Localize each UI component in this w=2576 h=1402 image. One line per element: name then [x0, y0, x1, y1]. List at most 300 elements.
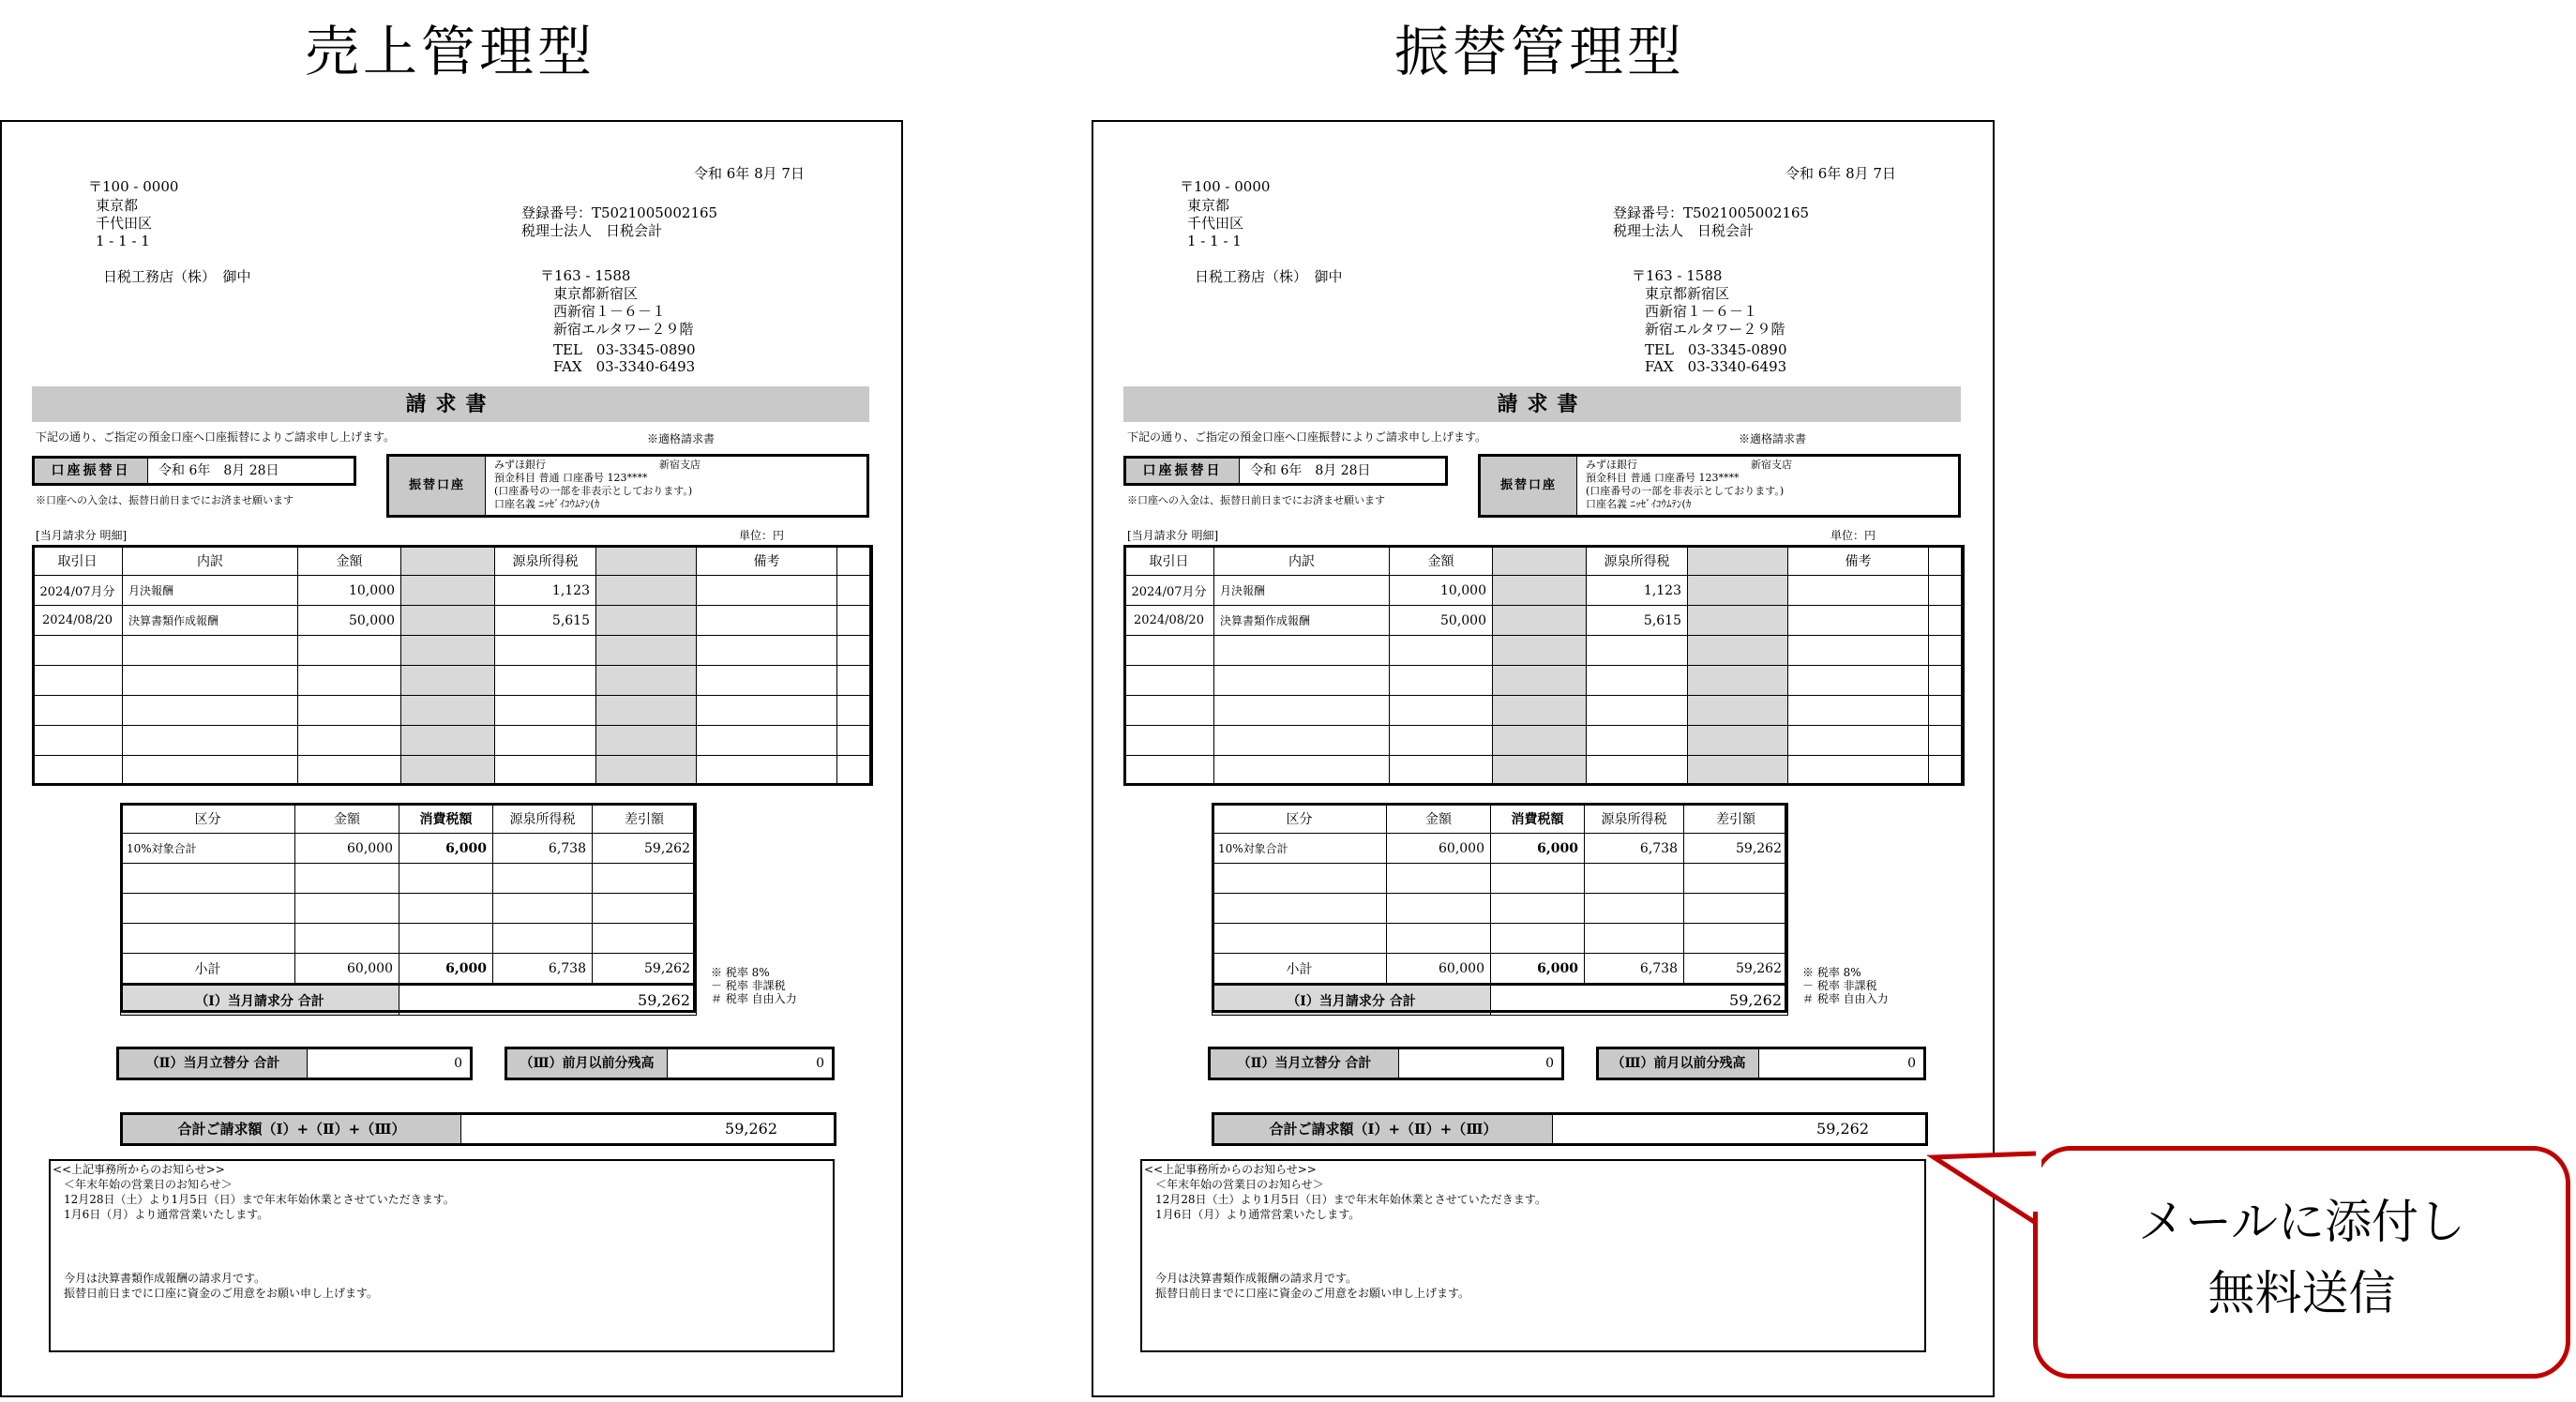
unit-label: 単位：円: [739, 529, 785, 542]
detail-header-cell: 源泉所得税: [495, 546, 596, 576]
detail-cell: [1124, 696, 1214, 726]
prior-balance-value: 0: [1907, 1056, 1916, 1071]
prior-balance-label: （Ⅲ）前月以前分残高: [1599, 1049, 1759, 1078]
notice-line-2: 12月28日（土）より1月5日（日）まで年末年始休業とさせていただきます。: [64, 1193, 455, 1206]
detail-cell: [298, 756, 401, 786]
detail-cell: [1493, 636, 1587, 666]
detail-cell: [401, 666, 495, 696]
detail-cell: [1214, 696, 1390, 726]
current-total-label: （Ⅰ）当月請求分 合計: [121, 985, 399, 1016]
detail-cell: [123, 756, 298, 786]
callout-line-2: 無料送信: [2207, 1266, 2396, 1320]
invoice-intro: 下記の通り、ご指定の預金口座へ口座振替によりご請求申し上げます。: [36, 430, 396, 444]
summary-cell: [1585, 894, 1684, 924]
tax-note-exempt: － 税率 非課税: [711, 979, 786, 992]
detail-cell: 決算書類作成報酬: [123, 606, 298, 636]
detail-cell: [401, 696, 495, 726]
detail-cell: [1493, 726, 1587, 756]
detail-cell: [837, 636, 873, 666]
invoice-intro: 下記の通り、ご指定の預金口座へ口座振替によりご請求申し上げます。: [1127, 430, 1487, 444]
detail-row: [1124, 726, 1965, 756]
detail-cell: [298, 666, 401, 696]
transfer-note: ※口座への入金は、振替日前日までにお済ませ願います: [1127, 494, 1385, 506]
detail-cell: [1929, 636, 1965, 666]
detail-cell: [1214, 756, 1390, 786]
summary-cell: 小計: [1213, 954, 1387, 985]
summary-cell: 6,000: [399, 834, 493, 864]
period-label: [当月請求分 明細]: [1127, 529, 1219, 542]
notice-title: <<上記事務所からのお知らせ>>: [53, 1163, 225, 1176]
detail-row: [33, 726, 873, 756]
advance-total-box: [1208, 1047, 1564, 1080]
issuer-address-3: 新宿エルタワー２９階: [1645, 321, 1785, 338]
bank-branch: 新宿支店: [1751, 459, 1792, 471]
summary-row: [1213, 924, 1788, 954]
bank-account-box: [386, 454, 869, 518]
recipient-address-1: 東京都: [96, 197, 139, 214]
summary-cell: [1387, 864, 1491, 894]
detail-row: [33, 696, 873, 726]
recipient-address-2: 千代田区: [1187, 215, 1244, 232]
detail-cell: [1929, 576, 1965, 606]
detail-row: [33, 606, 873, 636]
issuer-tel: TEL 03-3345-0890: [1645, 341, 1787, 358]
summary-header-cell: 区分: [1213, 804, 1387, 834]
detail-cell: [596, 636, 697, 666]
summary-cell: 59,262: [593, 954, 697, 985]
detail-cell: [1788, 756, 1929, 786]
detail-cell: [298, 636, 401, 666]
summary-header-cell: 区分: [121, 804, 295, 834]
detail-cell: [1587, 666, 1688, 696]
summary-cell: 6,738: [1585, 954, 1684, 985]
bank-account-label: 振替口座: [389, 457, 486, 515]
current-total-label: （Ⅰ）当月請求分 合計: [1213, 985, 1491, 1016]
detail-cell: [1587, 756, 1688, 786]
summary-cell: 60,000: [1387, 834, 1491, 864]
detail-cell: 2024/07月分: [33, 576, 123, 606]
detail-table: [1123, 545, 1965, 786]
detail-cell: [596, 726, 697, 756]
detail-header-cell: 金額: [298, 546, 401, 576]
detail-cell: [123, 666, 298, 696]
detail-cell: [1929, 756, 1965, 786]
detail-row: [33, 576, 873, 606]
detail-cell: [1929, 726, 1965, 756]
summary-cell: [1213, 864, 1387, 894]
tax-note-free: ＃ 税率 自由入力: [711, 992, 797, 1005]
issuer-fax: FAX 03-3340-6493: [1645, 358, 1787, 375]
period-label: [当月請求分 明細]: [36, 529, 128, 542]
summary-cell: [121, 894, 295, 924]
notice-box: [1140, 1159, 1926, 1352]
detail-cell: 2024/08/20: [1124, 606, 1214, 636]
issuer-name: 税理士法人 日税会計: [1613, 222, 1755, 239]
detail-cell: 5,615: [495, 606, 596, 636]
grand-total-box: [1212, 1112, 1928, 1146]
summary-cell: 6,738: [493, 954, 593, 985]
detail-cell: [1390, 756, 1493, 786]
detail-cell: [1493, 756, 1587, 786]
qualified-invoice-mark: ※適格請求書: [647, 432, 716, 445]
detail-cell: [1688, 576, 1788, 606]
detail-cell: [1788, 576, 1929, 606]
detail-row: [1124, 756, 1965, 786]
notice-box: [49, 1159, 835, 1352]
detail-cell: [697, 576, 837, 606]
detail-cell: [401, 576, 495, 606]
current-total-row: [121, 985, 697, 1016]
subtotal-row: [121, 954, 697, 985]
advance-total-label: （Ⅱ）当月立替分 合計: [119, 1049, 308, 1078]
subtotal-row: [1213, 954, 1788, 985]
summary-cell: [493, 924, 593, 954]
summary-row: [1213, 834, 1788, 864]
detail-cell: 1,123: [495, 576, 596, 606]
transfer-date-value: 令和 6年 8月 28日: [158, 463, 279, 478]
detail-row: [1124, 666, 1965, 696]
detail-cell: [1788, 726, 1929, 756]
summary-cell: [121, 924, 295, 954]
email-callout: [2033, 1146, 2570, 1379]
summary-cell: 60,000: [1387, 954, 1491, 985]
registration-number: 登録番号：T5021005002165: [1613, 204, 1810, 221]
detail-cell: [1929, 696, 1965, 726]
grand-total-value: 59,262: [725, 1120, 777, 1138]
summary-cell: [593, 924, 697, 954]
summary-cell: 10%対象合計: [1213, 834, 1387, 864]
invoice-title: 請求書: [32, 386, 869, 422]
detail-cell: [837, 576, 873, 606]
detail-header-cell: [837, 546, 873, 576]
detail-header-cell: 金額: [1390, 546, 1493, 576]
summary-cell: [399, 864, 493, 894]
summary-cell: [593, 864, 697, 894]
detail-row: [33, 666, 873, 696]
detail-header-cell: [596, 546, 697, 576]
detail-cell: 50,000: [1390, 606, 1493, 636]
summary-row: [1213, 894, 1788, 924]
detail-cell: [298, 726, 401, 756]
recipient-name: 日税工務店（株） 御中: [103, 268, 251, 285]
detail-cell: [697, 726, 837, 756]
detail-cell: [1688, 636, 1788, 666]
current-total-value: 59,262: [1491, 985, 1788, 1016]
summary-cell: [1387, 924, 1491, 954]
advance-total-value: 0: [1545, 1056, 1554, 1071]
tax-note-free: ＃ 税率 自由入力: [1802, 992, 1889, 1005]
detail-cell: [837, 696, 873, 726]
unit-label: 単位：円: [1830, 529, 1876, 542]
summary-cell: 59,262: [1684, 834, 1788, 864]
summary-cell: [399, 924, 493, 954]
recipient-address-3: 1 - 1 - 1: [96, 233, 150, 249]
issuer-tel: TEL 03-3345-0890: [553, 341, 696, 358]
detail-cell: [1788, 666, 1929, 696]
advance-total-box: [116, 1047, 473, 1080]
detail-header-cell: [1493, 546, 1587, 576]
transfer-note: ※口座への入金は、振替日前日までにお済ませ願います: [36, 494, 294, 506]
summary-cell: [1387, 894, 1491, 924]
detail-cell: [1587, 726, 1688, 756]
summary-header-cell: 金額: [295, 804, 399, 834]
detail-cell: [495, 696, 596, 726]
bank-account-holder: 口座名義 ﾆｯｾﾞｲｺｳﾑﾃﾝ(ｶ: [1586, 498, 1692, 510]
qualified-invoice-mark: ※適格請求書: [1739, 432, 1807, 445]
notice-line-4: 今月は決算書類作成報酬の請求月です。: [64, 1272, 266, 1285]
detail-cell: [697, 756, 837, 786]
issuer-address-2: 西新宿１－６－１: [553, 303, 667, 320]
invoice-sales-management: [0, 120, 903, 1397]
grand-total-label: 合計ご請求額（Ⅰ）+（Ⅱ）+（Ⅲ）: [1214, 1115, 1553, 1143]
detail-cell: 50,000: [298, 606, 401, 636]
invoice-date: 令和 6年 8月 7日: [694, 165, 805, 182]
detail-header-cell: 取引日: [33, 546, 123, 576]
current-total-value: 59,262: [399, 985, 697, 1016]
detail-header-cell: 取引日: [1124, 546, 1214, 576]
detail-header-cell: 源泉所得税: [1587, 546, 1688, 576]
summary-cell: [295, 924, 399, 954]
summary-row: [1213, 864, 1788, 894]
invoice-transfer-management: [1092, 120, 1995, 1397]
detail-cell: [697, 636, 837, 666]
notice-line-3: 1月6日（月）より通常営業いたします。: [1155, 1208, 1361, 1221]
detail-cell: [1214, 726, 1390, 756]
bank-account-number: 預金科目 普通 口座番号 123****: [1586, 472, 1740, 484]
transfer-date-label: 口座振替日: [1126, 459, 1240, 483]
detail-cell: [1124, 636, 1214, 666]
notice-line-5: 振替日前日までに口座に資金のご用意をお願い申し上げます。: [64, 1287, 379, 1300]
issuer-address-1: 東京都新宿区: [553, 285, 639, 302]
detail-cell: [596, 666, 697, 696]
bank-name: みずほ銀行: [1586, 459, 1637, 471]
transfer-date-box: [1123, 456, 1448, 486]
summary-cell: [1213, 924, 1387, 954]
summary-cell: 6,738: [493, 834, 593, 864]
summary-cell: 6,000: [1491, 954, 1585, 985]
detail-cell: [837, 666, 873, 696]
summary-cell: [1491, 864, 1585, 894]
callout-line-1: メールに添付し: [2138, 1195, 2465, 1249]
detail-header-cell: 内訳: [1214, 546, 1390, 576]
summary-cell: [1585, 864, 1684, 894]
notice-line-1: ＜年末年始の営業日のお知らせ＞: [1155, 1178, 1324, 1191]
summary-row: [121, 864, 697, 894]
tax-note-8: ※ 税率 8%: [1802, 966, 1861, 979]
detail-cell: 月決報酬: [1214, 576, 1390, 606]
detail-cell: 1,123: [1587, 576, 1688, 606]
notice-line-2: 12月28日（土）より1月5日（日）まで年末年始休業とさせていただきます。: [1155, 1193, 1546, 1206]
bank-account-number: 預金科目 普通 口座番号 123****: [494, 472, 648, 484]
detail-cell: [1390, 696, 1493, 726]
detail-cell: [1493, 696, 1587, 726]
callout-pointer-mask: [2030, 1159, 2041, 1212]
summary-cell: [295, 864, 399, 894]
issuer-name: 税理士法人 日税会計: [521, 222, 663, 239]
detail-table: [32, 545, 873, 786]
detail-cell: 5,615: [1587, 606, 1688, 636]
summary-cell: [1684, 924, 1788, 954]
bank-account-box: [1478, 454, 1961, 518]
summary-cell: 6,000: [1491, 834, 1585, 864]
detail-cell: [123, 636, 298, 666]
summary-table: [120, 803, 697, 1016]
summary-cell: [1684, 894, 1788, 924]
summary-cell: 59,262: [1684, 954, 1788, 985]
detail-cell: [596, 696, 697, 726]
detail-row: [1124, 696, 1965, 726]
summary-cell: [1585, 924, 1684, 954]
notice-line-5: 振替日前日までに口座に資金のご用意をお願い申し上げます。: [1155, 1287, 1470, 1300]
summary-table: [1212, 803, 1788, 1016]
detail-cell: 2024/08/20: [33, 606, 123, 636]
tax-note-exempt: － 税率 非課税: [1802, 979, 1877, 992]
detail-cell: [401, 756, 495, 786]
detail-cell: [697, 666, 837, 696]
summary-header-cell: 源泉所得税: [493, 804, 593, 834]
recipient-name: 日税工務店（株） 御中: [1195, 268, 1343, 285]
detail-cell: [33, 666, 123, 696]
detail-cell: [596, 756, 697, 786]
detail-header-cell: [401, 546, 495, 576]
notice-line-1: ＜年末年始の営業日のお知らせ＞: [64, 1178, 233, 1191]
summary-cell: [1684, 864, 1788, 894]
detail-cell: [495, 756, 596, 786]
issuer-address-2: 西新宿１－６－１: [1645, 303, 1758, 320]
detail-cell: [1788, 606, 1929, 636]
detail-cell: [1788, 636, 1929, 666]
detail-cell: [33, 696, 123, 726]
grand-total-box: [120, 1112, 836, 1146]
detail-cell: [33, 756, 123, 786]
detail-cell: [1788, 696, 1929, 726]
summary-cell: 60,000: [295, 954, 399, 985]
detail-header-cell: 備考: [1788, 546, 1929, 576]
detail-row: [1124, 606, 1965, 636]
detail-cell: [1214, 666, 1390, 696]
bank-account-label: 振替口座: [1481, 457, 1577, 515]
bank-branch: 新宿支店: [659, 459, 700, 471]
summary-cell: [1491, 894, 1585, 924]
detail-header-cell: [1688, 546, 1788, 576]
left-heading: 売上管理型: [304, 20, 595, 83]
detail-cell: [1493, 576, 1587, 606]
bank-account-note: (口座番号の一部を非表示としております。): [494, 485, 693, 497]
summary-cell: 6,738: [1585, 834, 1684, 864]
advance-total-value: 0: [454, 1056, 462, 1071]
detail-cell: [1124, 666, 1214, 696]
recipient-address-2: 千代田区: [96, 215, 153, 232]
summary-cell: 小計: [121, 954, 295, 985]
detail-cell: [1688, 756, 1788, 786]
summary-cell: [295, 894, 399, 924]
issuer-zip: 〒163 - 1588: [540, 267, 631, 284]
detail-cell: [1587, 696, 1688, 726]
prior-balance-value: 0: [816, 1056, 824, 1071]
summary-header-cell: 消費税額: [399, 804, 493, 834]
bank-name: みずほ銀行: [494, 459, 546, 471]
advance-total-label: （Ⅱ）当月立替分 合計: [1211, 1049, 1399, 1078]
detail-row: [33, 636, 873, 666]
recipient-address-3: 1 - 1 - 1: [1187, 233, 1242, 249]
detail-cell: [495, 726, 596, 756]
detail-cell: [401, 606, 495, 636]
detail-cell: [1493, 606, 1587, 636]
transfer-date-value: 令和 6年 8月 28日: [1250, 463, 1371, 478]
detail-cell: [1688, 726, 1788, 756]
tax-note-8: ※ 税率 8%: [711, 966, 770, 979]
detail-cell: [1124, 756, 1214, 786]
summary-row: [121, 894, 697, 924]
detail-row: [33, 756, 873, 786]
detail-cell: [596, 606, 697, 636]
detail-cell: [837, 606, 873, 636]
summary-header-cell: 消費税額: [1491, 804, 1585, 834]
detail-cell: [1688, 696, 1788, 726]
issuer-fax: FAX 03-3340-6493: [553, 358, 696, 375]
detail-cell: [123, 726, 298, 756]
invoice-title: 請求書: [1123, 386, 1961, 422]
issuer-zip: 〒163 - 1588: [1632, 267, 1723, 284]
detail-cell: [1390, 636, 1493, 666]
detail-cell: [1688, 606, 1788, 636]
summary-header-cell: 差引額: [593, 804, 697, 834]
bank-account-holder: 口座名義 ﾆｯｾﾞｲｺｳﾑﾃﾝ(ｶ: [494, 498, 600, 510]
summary-header-cell: 金額: [1387, 804, 1491, 834]
detail-cell: 月決報酬: [123, 576, 298, 606]
detail-header-cell: 備考: [697, 546, 837, 576]
detail-cell: [1124, 726, 1214, 756]
prior-balance-box: [505, 1047, 835, 1080]
detail-cell: [33, 726, 123, 756]
current-total-row: [1213, 985, 1788, 1016]
summary-row: [121, 924, 697, 954]
prior-balance-label: （Ⅲ）前月以前分残高: [507, 1049, 668, 1078]
detail-row: [1124, 636, 1965, 666]
detail-cell: [401, 726, 495, 756]
summary-cell: 10%対象合計: [121, 834, 295, 864]
detail-cell: [1929, 666, 1965, 696]
invoice-date: 令和 6年 8月 7日: [1785, 165, 1896, 182]
summary-cell: 60,000: [295, 834, 399, 864]
detail-cell: [697, 606, 837, 636]
detail-cell: [123, 696, 298, 726]
detail-cell: [1390, 666, 1493, 696]
summary-cell: [493, 864, 593, 894]
summary-cell: [1491, 924, 1585, 954]
detail-cell: [33, 636, 123, 666]
detail-cell: [1214, 636, 1390, 666]
recipient-zip: 〒100 - 0000: [1180, 178, 1271, 195]
grand-total-value: 59,262: [1816, 1120, 1869, 1138]
detail-cell: [837, 756, 873, 786]
recipient-address-1: 東京都: [1187, 197, 1230, 214]
detail-row: [1124, 576, 1965, 606]
issuer-address-3: 新宿エルタワー２９階: [553, 321, 694, 338]
detail-cell: [401, 636, 495, 666]
registration-number: 登録番号：T5021005002165: [521, 204, 718, 221]
notice-line-4: 今月は決算書類作成報酬の請求月です。: [1155, 1272, 1358, 1285]
detail-cell: [495, 636, 596, 666]
summary-cell: [1213, 894, 1387, 924]
detail-header-cell: 内訳: [123, 546, 298, 576]
notice-line-3: 1月6日（月）より通常営業いたします。: [64, 1208, 269, 1221]
summary-cell: 6,000: [399, 954, 493, 985]
detail-cell: [298, 696, 401, 726]
transfer-date-box: [32, 456, 356, 486]
summary-cell: [593, 894, 697, 924]
bank-account-note: (口座番号の一部を非表示としております。): [1586, 485, 1785, 497]
